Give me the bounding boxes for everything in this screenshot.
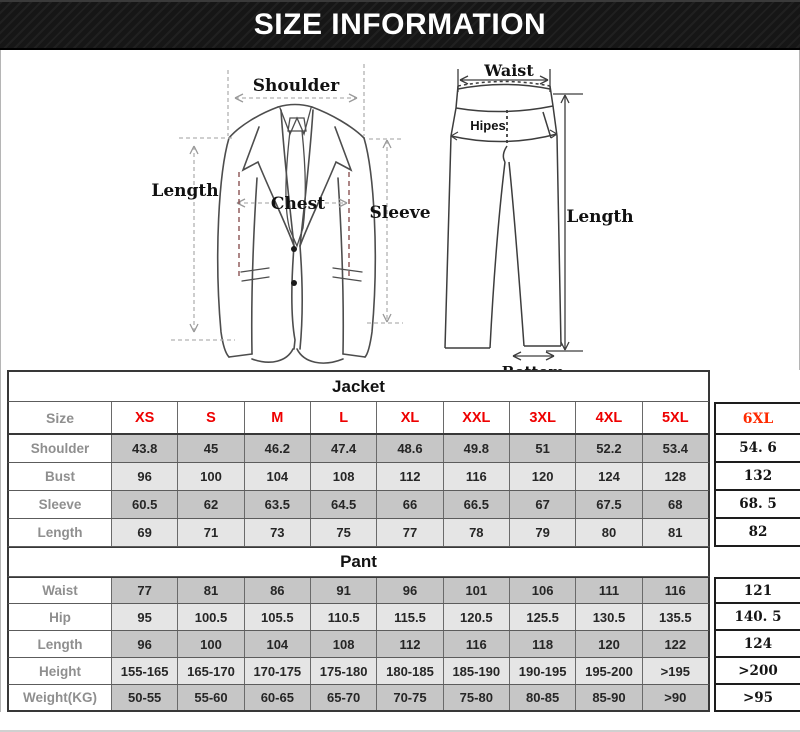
sleeve-label: Sleeve — [369, 203, 431, 223]
size-table — [1, 370, 799, 712]
table-row — [7, 519, 798, 547]
row-label-cell: Height — [9, 658, 112, 684]
row-label-cell: Shoulder — [9, 435, 112, 462]
size-value-cell: 53.4 — [643, 435, 708, 462]
size-value-cell: 86 — [245, 578, 311, 603]
size-value-cell: 130.5 — [576, 604, 642, 630]
pant-length-label: Length — [566, 207, 634, 227]
size-value-cell: 104 — [245, 463, 311, 490]
size-value-cell: 116 — [643, 578, 708, 603]
table-row — [7, 370, 798, 402]
extra-column-slot — [714, 402, 800, 435]
row-label-cell: Bust — [9, 463, 112, 490]
size-value-cell: 135.5 — [643, 604, 708, 630]
extra-value-cell: 132 — [714, 463, 800, 491]
row-label-cell: Hip — [9, 604, 112, 630]
row-label-cell: Waist — [9, 578, 112, 603]
size-value-cell: 120 — [510, 463, 576, 490]
size-value-cell: 75 — [311, 519, 377, 546]
hipes-label: Hipes — [470, 118, 506, 133]
size-value-cell: 111 — [576, 578, 642, 603]
table-row-main — [7, 519, 710, 547]
chest-label: Chest — [270, 194, 326, 214]
row-label-cell: Weight(KG) — [9, 685, 112, 710]
size-header-cell: 3XL — [510, 402, 576, 433]
size-value-cell: 80 — [576, 519, 642, 546]
extra-value-cell: >95 — [714, 685, 800, 712]
bottom-label — [502, 363, 565, 370]
size-value-cell: 112 — [377, 463, 443, 490]
extra-column-slot — [714, 658, 800, 685]
size-value-cell: 77 — [112, 578, 178, 603]
chest-seam-lines — [239, 172, 349, 278]
size-value-cell: 91 — [311, 578, 377, 603]
table-row — [7, 435, 798, 463]
size-value-cell: 105.5 — [245, 604, 311, 630]
size-value-cell: 108 — [311, 631, 377, 657]
size-value-cell: 77 — [377, 519, 443, 546]
extra-value-cell: 124 — [714, 631, 800, 658]
banner — [0, 0, 800, 50]
size-value-cell: 64.5 — [311, 491, 377, 518]
extra-column-slot — [714, 577, 800, 604]
size-value-cell: 175-180 — [311, 658, 377, 684]
table-row — [7, 658, 798, 685]
shoulder-label: Shoulder — [252, 76, 340, 96]
table-row-main — [7, 547, 710, 577]
table-row — [7, 402, 798, 435]
jacket-length-label: Length — [151, 181, 219, 201]
row-label-cell: Sleeve — [9, 491, 112, 518]
size-value-cell: 81 — [643, 519, 708, 546]
size-value-cell: 69 — [112, 519, 178, 546]
size-value-cell: 101 — [444, 578, 510, 603]
content — [0, 50, 800, 712]
size-value-cell: 71 — [178, 519, 244, 546]
extra-value-cell: >200 — [714, 658, 800, 685]
extra-column-slot — [714, 604, 800, 631]
extra-value-cell: 54. 6 — [714, 435, 800, 463]
size-value-cell: 190-195 — [510, 658, 576, 684]
extra-column-slot — [714, 463, 800, 491]
size-value-cell: 66 — [377, 491, 443, 518]
size-value-cell: 78 — [444, 519, 510, 546]
size-value-cell: 60-65 — [245, 685, 311, 710]
size-value-cell: 120 — [576, 631, 642, 657]
size-value-cell: 100 — [178, 631, 244, 657]
table-row-main — [7, 685, 710, 712]
pants-measure-lines — [451, 69, 583, 360]
table-row — [7, 577, 798, 604]
table-row — [7, 547, 798, 577]
extra-column-slot — [714, 547, 800, 577]
size-header-cell: 4XL — [576, 402, 642, 433]
size-value-cell: 125.5 — [510, 604, 576, 630]
extra-value-cell: 121 — [714, 577, 800, 604]
size-value-cell: 45 — [178, 435, 244, 462]
size-value-cell: 165-170 — [178, 658, 244, 684]
size-value-cell: 60.5 — [112, 491, 178, 518]
size-value-cell: 100 — [178, 463, 244, 490]
table-row-main — [7, 402, 710, 435]
table-row — [7, 604, 798, 631]
size-value-cell: 49.8 — [444, 435, 510, 462]
table-row-main — [7, 577, 710, 604]
size-value-cell: 104 — [245, 631, 311, 657]
size-value-cell: 108 — [311, 463, 377, 490]
size-value-cell: 68 — [643, 491, 708, 518]
table-row — [7, 463, 798, 491]
size-value-cell: 128 — [643, 463, 708, 490]
extra-size-header-cell: 6XL — [714, 402, 800, 435]
size-value-cell: 67.5 — [576, 491, 642, 518]
extra-value-cell: 140. 5 — [714, 604, 800, 631]
size-header-label: Size — [9, 402, 112, 433]
size-value-cell: 120.5 — [444, 604, 510, 630]
table-row — [7, 685, 798, 712]
size-value-cell: 110.5 — [311, 604, 377, 630]
size-value-cell: 79 — [510, 519, 576, 546]
extra-column-slot — [714, 519, 800, 547]
size-value-cell: 106 — [510, 578, 576, 603]
extra-column-slot — [714, 631, 800, 658]
size-value-cell: 96 — [377, 578, 443, 603]
extra-column-slot — [714, 370, 800, 402]
size-header-cell: XS — [112, 402, 178, 433]
jacket-drawing — [218, 105, 376, 364]
size-value-cell: 118 — [510, 631, 576, 657]
size-value-cell: 95 — [112, 604, 178, 630]
size-header-cell: XXL — [444, 402, 510, 433]
size-header-cell: S — [178, 402, 244, 433]
size-value-cell: 73 — [245, 519, 311, 546]
extra-empty — [714, 547, 800, 577]
size-value-cell: 62 — [178, 491, 244, 518]
size-value-cell: 122 — [643, 631, 708, 657]
size-header-cell: M — [245, 402, 311, 433]
table-row — [7, 491, 798, 519]
extra-value-cell: 68. 5 — [714, 491, 800, 519]
size-value-cell: 170-175 — [245, 658, 311, 684]
size-value-cell: 185-190 — [444, 658, 510, 684]
extra-value-cell: 82 — [714, 519, 800, 547]
size-value-cell: 155-165 — [112, 658, 178, 684]
size-value-cell: 124 — [576, 463, 642, 490]
waist-label: Waist — [484, 61, 534, 80]
size-value-cell: >195 — [643, 658, 708, 684]
section-title: Pant — [340, 552, 377, 571]
size-value-cell: 81 — [178, 578, 244, 603]
size-header-cell: L — [311, 402, 377, 433]
size-value-cell: 75-80 — [444, 685, 510, 710]
size-value-cell: 85-90 — [576, 685, 642, 710]
size-value-cell: 96 — [112, 463, 178, 490]
size-value-cell: 65-70 — [311, 685, 377, 710]
row-label-cell: Length — [9, 519, 112, 546]
size-value-cell: 195-200 — [576, 658, 642, 684]
banner-title: SIZE INFORMATION — [253, 8, 547, 41]
table-row-main — [7, 370, 710, 402]
size-value-cell: 96 — [112, 631, 178, 657]
size-value-cell: 116 — [444, 463, 510, 490]
row-label-cell: Length — [9, 631, 112, 657]
table-row-main — [7, 604, 710, 631]
size-value-cell: 116 — [444, 631, 510, 657]
size-value-cell: 100.5 — [178, 604, 244, 630]
size-value-cell: 66.5 — [444, 491, 510, 518]
size-value-cell: 112 — [377, 631, 443, 657]
size-value-cell: 50-55 — [112, 685, 178, 710]
measurement-diagram — [1, 50, 799, 370]
table-row-main — [7, 658, 710, 685]
size-value-cell: 51 — [510, 435, 576, 462]
table-row-main — [7, 463, 710, 491]
size-value-cell: 180-185 — [377, 658, 443, 684]
size-header-cell: 5XL — [643, 402, 708, 433]
size-value-cell: 47.4 — [311, 435, 377, 462]
table-row — [7, 631, 798, 658]
table-row-main — [7, 631, 710, 658]
table-row-main — [7, 491, 710, 519]
extra-column-slot — [714, 491, 800, 519]
size-value-cell: 52.2 — [576, 435, 642, 462]
size-value-cell: >90 — [643, 685, 708, 710]
size-value-cell: 43.8 — [112, 435, 178, 462]
extra-column-slot — [714, 685, 800, 712]
size-value-cell: 115.5 — [377, 604, 443, 630]
extra-column-slot — [714, 435, 800, 463]
size-value-cell: 70-75 — [377, 685, 443, 710]
section-title: Jacket — [332, 376, 385, 396]
size-value-cell: 48.6 — [377, 435, 443, 462]
size-value-cell: 80-85 — [510, 685, 576, 710]
size-value-cell: 63.5 — [245, 491, 311, 518]
size-value-cell: 46.2 — [245, 435, 311, 462]
size-value-cell: 55-60 — [178, 685, 244, 710]
suit-diagram-svg — [1, 50, 799, 370]
extra-empty — [714, 370, 800, 402]
table-row-main — [7, 435, 710, 463]
size-value-cell: 67 — [510, 491, 576, 518]
size-header-cell: XL — [377, 402, 443, 433]
